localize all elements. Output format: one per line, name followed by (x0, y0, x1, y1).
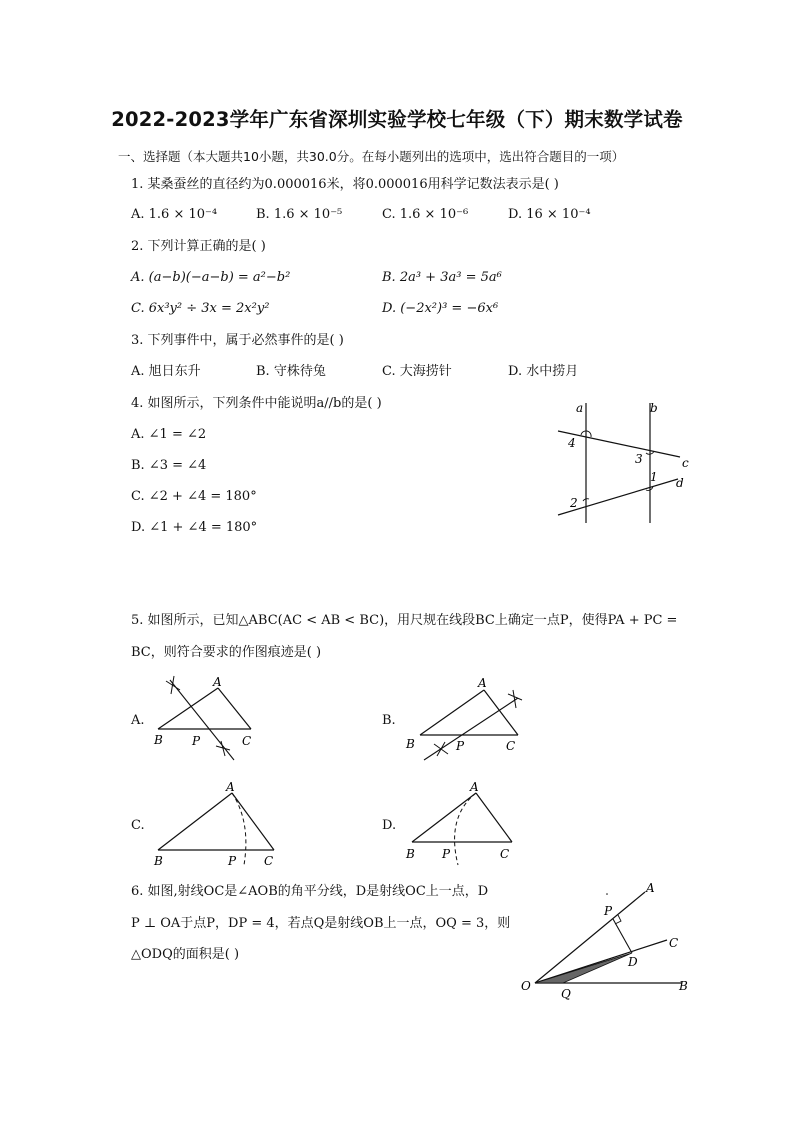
q5-figure-a[interactable] (148, 672, 273, 767)
angle-4-label: 4 (568, 436, 576, 450)
figB-label-P: P (456, 739, 465, 753)
question-6-stem-line3: △ODQ的面积是( ) (131, 947, 240, 962)
q2-option-a[interactable]: A. (a−b)(−a−b) = a²−b² (131, 270, 291, 285)
line-a-label: a (576, 401, 584, 415)
q4-option-b[interactable]: B. ∠3 = ∠4 (131, 458, 207, 473)
q5-figure-c[interactable] (148, 777, 283, 869)
q2-option-d[interactable]: D. (−2x²)³ = −6x⁶ (382, 301, 499, 316)
q5-option-a[interactable]: A. (131, 713, 145, 728)
q1-option-c[interactable]: C. 1.6 × 10⁻⁶ (382, 207, 469, 222)
question-6-stem-line2: P ⊥ OA于点P，DP = 4，若点Q是射线OB上一点，OQ = 3，则 (131, 916, 511, 931)
figA-label-B: B (154, 733, 163, 747)
figC-label-P: P (228, 854, 237, 868)
q4-option-a[interactable]: A. ∠1 = ∠2 (131, 427, 207, 442)
figB-label-A: A (478, 676, 487, 690)
line-b-label: b (650, 401, 658, 415)
figA-label-C: C (242, 734, 252, 748)
q6-label-D: D (628, 955, 638, 969)
figD-label-P: P (442, 847, 451, 861)
question-5-stem-line1: 5. 如图所示，已知△ABC(AC < AB < BC)，用尺规在线段BC上确定一点P，使得PA + PC = (131, 613, 678, 628)
line-d-label: d (676, 476, 684, 490)
figD-label-B: B (406, 847, 415, 861)
figB-label-C: C (506, 739, 516, 753)
figA-label-A: A (213, 675, 222, 689)
figA-label-P: P (192, 734, 201, 748)
question-4-stem: 4. 如图所示，下列条件中能说明a//b的是( ) (131, 396, 382, 411)
q4-parallel-lines-figure (550, 395, 700, 525)
q6-label-Q: Q (561, 987, 571, 1000)
q3-option-c[interactable]: C. 大海捞针 (382, 364, 452, 379)
page-title: 2022-2023学年广东省深圳实验学校七年级（下）期末数学试卷 (111, 108, 683, 131)
q4-option-c[interactable]: C. ∠2 + ∠4 = 180° (131, 489, 257, 504)
q3-option-b[interactable]: B. 守株待兔 (256, 364, 326, 379)
figC-label-B: B (154, 854, 163, 868)
q5-figure-b[interactable] (400, 672, 530, 767)
angle-2-label: 2 (570, 496, 578, 510)
figC-label-A: A (226, 780, 235, 794)
q2-option-c[interactable]: C. 6x³y² ÷ 3x = 2x²y² (131, 301, 270, 316)
q3-option-a[interactable]: A. 旭日东升 (131, 364, 201, 379)
q5-option-d[interactable]: D. (382, 818, 397, 833)
q6-label-O: O (521, 979, 531, 993)
q6-label-A: A (646, 881, 655, 895)
q4-option-d[interactable]: D. ∠1 + ∠4 = 180° (131, 520, 258, 535)
angle-1-label: 1 (650, 470, 658, 484)
q3-option-d[interactable]: D. 水中捞月 (508, 364, 579, 379)
figD-label-A: A (470, 780, 479, 794)
question-1-stem: 1. 某桑蚕丝的直径约为0.000016米，将0.000016用科学记数法表示是( ) (131, 177, 559, 192)
line-c-label: c (682, 456, 689, 470)
angle-3-label: 3 (635, 452, 643, 466)
question-3-stem: 3. 下列事件中，属于必然事件的是( ) (131, 333, 344, 348)
q1-option-d[interactable]: D. 16 × 10⁻⁴ (508, 207, 591, 222)
q1-option-a[interactable]: A. 1.6 × 10⁻⁴ (131, 207, 218, 222)
q2-option-b[interactable]: B. 2a³ + 3a³ = 5a⁶ (382, 270, 502, 285)
q5-option-c[interactable]: C. (131, 818, 145, 833)
question-5-stem-line2: BC，则符合要求的作图痕迹是( ) (131, 645, 322, 660)
figC-label-C: C (264, 854, 274, 868)
figB-label-B: B (406, 737, 415, 751)
q6-angle-bisector-figure (515, 880, 700, 1000)
q6-label-C: C (669, 936, 679, 950)
q1-option-b[interactable]: B. 1.6 × 10⁻⁵ (256, 207, 343, 222)
figD-label-C: C (500, 847, 510, 861)
q6-label-P: P (604, 904, 613, 918)
section-heading: 一、选择题（本大题共10小题，共30.0分。在每小题列出的选项中，选出符合题目的一项） (118, 149, 625, 164)
q5-figure-d[interactable] (400, 777, 525, 869)
question-6-stem-line1: 6. 如图,射线OC是∠AOB的角平分线，D是射线OC上一点，D (131, 884, 489, 899)
question-2-stem: 2. 下列计算正确的是( ) (131, 239, 266, 254)
q6-label-B: B (679, 979, 688, 993)
q5-option-b[interactable]: B. (382, 713, 396, 728)
